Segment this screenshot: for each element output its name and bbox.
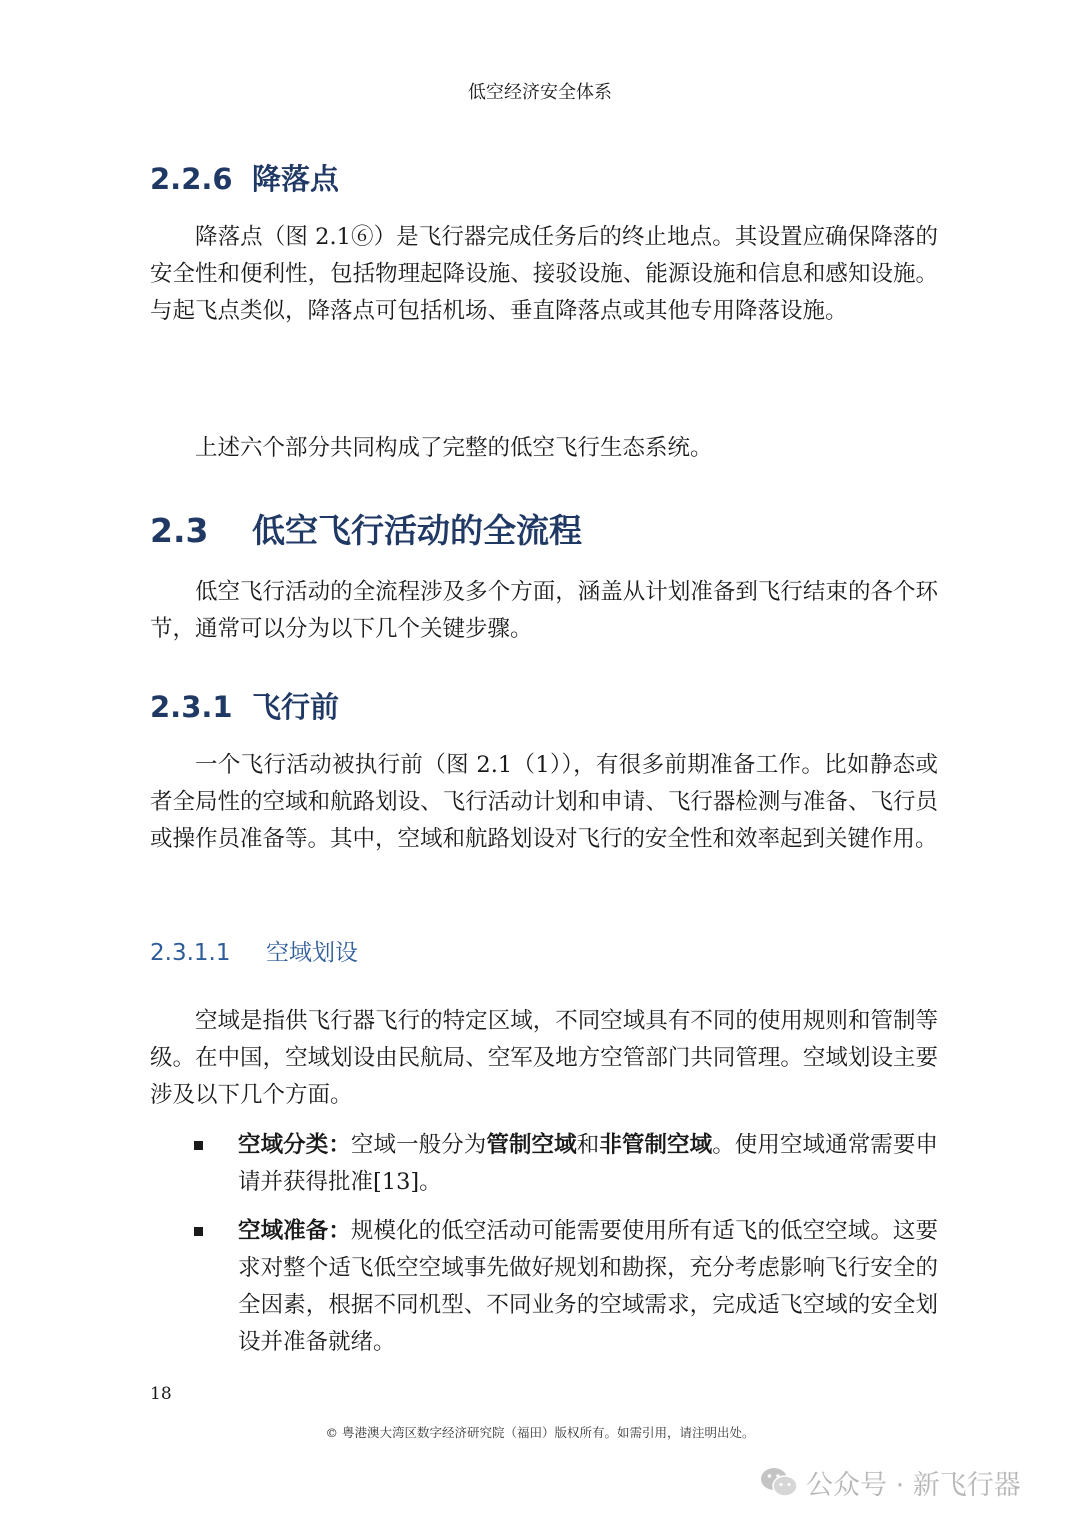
paragraph-pre-flight: 一个飞行活动被执行前（图 2.1（1）），有很多前期准备工作。比如静态或者全局性的空域和航路划设、飞行活动计划和申请、飞行器检测与准备、飞行员或操作员准备等。其中，空域和航路划设对飞行的安全性和效率起到关键作用。 xyxy=(150,752,938,852)
heading-2-3 xyxy=(150,505,582,552)
bullet-marker xyxy=(194,1227,203,1236)
bullet-airspace-classification: 空域分类：空域一般分为管制空域和非管制空域。使用空域通常需要申请并获得批准[13]。 xyxy=(238,1132,938,1195)
watermark xyxy=(760,1462,1021,1502)
heading-title: 低空飞行活动的全流程 xyxy=(252,511,582,550)
heading-number: 2.2.6 xyxy=(150,162,233,196)
paragraph-landing-point: 降落点（图 2.1⑥）是飞行器完成任务后的终止地点。其设置应确保降落的安全性和便利性，包括物理起降设施、接驳设施、能源设施和信息和感知设施。与起飞点类似，降落点可包括机场、垂直降落点或其他专用降落设施。 xyxy=(150,224,938,324)
heading-2-3-1 xyxy=(150,685,339,726)
bullet-marker xyxy=(194,1141,203,1150)
heading-title: 降落点 xyxy=(252,162,340,196)
bullet-airspace-preparation: 空域准备：规模化的低空活动可能需要使用所有适飞的低空空域。这要求对整个适飞低空空域事先做好规划和勘探，充分考虑影响飞行安全的全因素，根据不同机型、不同业务的空域需求，完成适飞空域的安全划设并准备就绪。 xyxy=(238,1218,938,1355)
copyright-footer: © 粤港澳大湾区数字经济研究院（福田）版权所有。如需引用，请注明出处。 xyxy=(325,1425,755,1440)
heading-number: 2.3 xyxy=(150,511,209,550)
heading-title: 飞行前 xyxy=(252,690,340,724)
heading-title: 空域划设 xyxy=(266,940,358,966)
heading-2-2-6 xyxy=(150,157,339,198)
heading-number: 2.3.1.1 xyxy=(150,940,231,966)
heading-2-3-1-1 xyxy=(150,934,358,967)
paragraph-airspace: 空域是指供飞行器飞行的特定区域，不同空域具有不同的使用规则和管制等级。在中国，空域划设由民航局、空军及地方空管部门共同管理。空域划设主要涉及以下几个方面。 xyxy=(150,1008,938,1108)
paragraph-full-process: 低空飞行活动的全流程涉及多个方面，涵盖从计划准备到飞行结束的各个环节，通常可以分为以下几个关键步骤。 xyxy=(150,579,938,642)
running-header: 低空经济安全体系 xyxy=(468,82,612,103)
watermark-text: 公众号 · 新飞行器 xyxy=(806,1469,1021,1501)
wechat-icon xyxy=(760,1466,798,1498)
heading-number: 2.3.1 xyxy=(150,690,233,724)
page-number: 18 xyxy=(150,1384,172,1404)
paragraph-ecosystem-summary: 上述六个部分共同构成了完整的低空飞行生态系统。 xyxy=(195,435,713,461)
